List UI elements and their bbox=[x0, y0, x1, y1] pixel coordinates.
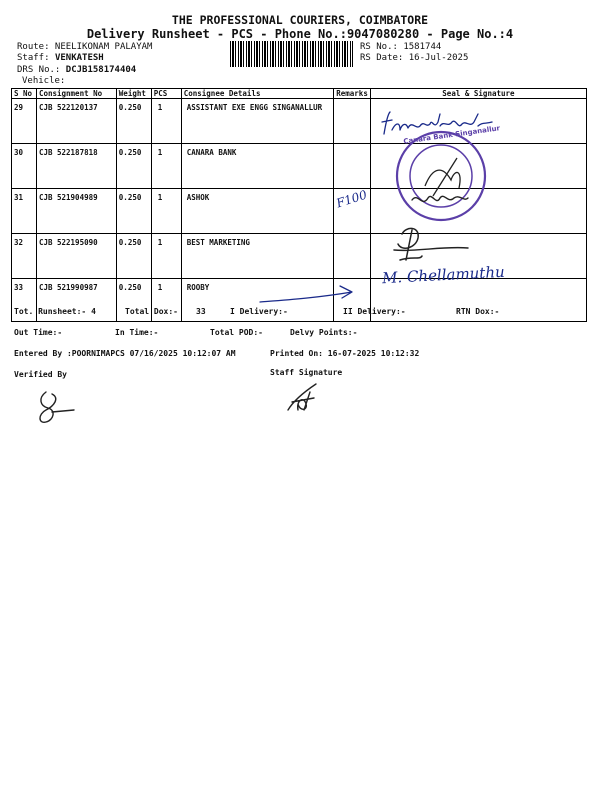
cell-weight: 0.250 bbox=[116, 189, 151, 234]
cell-pcs: 1 bbox=[151, 279, 181, 322]
col-sno: S No bbox=[12, 89, 37, 99]
signature-row33: M. Chellamuthu bbox=[381, 262, 506, 288]
cell-consignment: CJB 521904989 bbox=[36, 189, 116, 234]
total-pod: Total POD:- bbox=[210, 328, 263, 337]
cell-consignee: ASSISTANT EXE ENGG SINGANALLUR bbox=[181, 99, 334, 144]
cell-pcs: 1 bbox=[151, 189, 181, 234]
rs-number: RS No.: 1581744 bbox=[360, 42, 442, 52]
col-seal-signature: Seal & Signature bbox=[370, 89, 586, 99]
col-weight: Weight bbox=[116, 89, 151, 99]
col-pcs: PCS bbox=[151, 89, 181, 99]
verified-by: Verified By bbox=[14, 370, 67, 379]
cell-consignee: CANARA BANK bbox=[181, 144, 334, 189]
barcode bbox=[230, 41, 353, 67]
stamp-text: Canara Bank Singanallur bbox=[402, 124, 501, 146]
col-remarks: Remarks bbox=[334, 89, 371, 99]
cell-pcs: 1 bbox=[151, 144, 181, 189]
table-row bbox=[12, 144, 587, 189]
col-consignee: Consignee Details bbox=[181, 89, 334, 99]
signature-row31 bbox=[408, 188, 472, 210]
delivery-arrow-mark bbox=[256, 282, 360, 308]
staff-label: Staff: bbox=[17, 53, 50, 63]
cell-remarks bbox=[334, 144, 371, 189]
cell-sno: 32 bbox=[12, 234, 37, 279]
cell-weight: 0.250 bbox=[116, 144, 151, 189]
table-row bbox=[12, 99, 587, 144]
cell-weight: 0.250 bbox=[116, 99, 151, 144]
cell-consignment: CJB 522187818 bbox=[36, 144, 116, 189]
staff-value: VENKATESH bbox=[54, 53, 104, 63]
staff-signature-label: Staff Signature bbox=[270, 368, 343, 377]
cell-pcs: 1 bbox=[151, 99, 181, 144]
drs-value: DCJB158174404 bbox=[65, 65, 137, 75]
verified-by-signature bbox=[34, 388, 78, 426]
drs-row bbox=[17, 65, 136, 75]
cell-consignee: BEST MARKETING bbox=[181, 234, 334, 279]
entered-by: Entered By :POORNIMAPCS 07/16/2025 10:12:07 AM bbox=[14, 349, 236, 358]
document-title: THE PROFESSIONAL COURIERS, COIMBATORE bbox=[171, 13, 429, 27]
staff-row bbox=[17, 53, 104, 63]
document-subtitle: Delivery Runsheet - PCS - Phone No.:9047080280 - Page No.:4 bbox=[86, 27, 514, 41]
cell-consignment: CJB 521990987 bbox=[36, 279, 116, 322]
col-consignment: Consignment No bbox=[36, 89, 116, 99]
tot-runsheet: Tot. Runsheet:- 4 bbox=[14, 307, 96, 316]
cell-consignment: CJB 522120137 bbox=[36, 99, 116, 144]
cell-consignee: ASHOK bbox=[181, 189, 334, 234]
delvy-points: Delvy Points:- bbox=[290, 328, 358, 337]
cell-weight: 0.250 bbox=[116, 234, 151, 279]
cell-remarks bbox=[334, 234, 371, 279]
remark-handwriting: F100 bbox=[334, 187, 369, 211]
cell-remarks bbox=[334, 99, 371, 144]
printed-on: Printed On: 16-07-2025 10:12:32 bbox=[270, 349, 420, 358]
rs-date: RS Date: 16-Jul-2025 bbox=[360, 53, 469, 63]
out-time: Out Time:- bbox=[14, 328, 63, 337]
total-dox-value: 33 bbox=[196, 307, 206, 316]
i-delivery: I Delivery:- bbox=[230, 307, 288, 316]
staff-signature bbox=[282, 380, 328, 414]
total-dox-label: Total Dox:- bbox=[125, 307, 178, 316]
cell-sno: 29 bbox=[12, 99, 37, 144]
route-text: Route: NEELIKONAM PALAYAM bbox=[17, 42, 153, 52]
vehicle-label: Vehicle: bbox=[22, 76, 66, 86]
in-time: In Time:- bbox=[115, 328, 159, 337]
drs-label: DRS No.: bbox=[17, 65, 61, 75]
cell-consignee: ROOBY bbox=[181, 279, 334, 322]
cell-sno: 33 bbox=[12, 279, 37, 322]
rtn-dox: RTN Dox:- bbox=[456, 307, 500, 316]
cell-pcs: 1 bbox=[151, 234, 181, 279]
signature-row32 bbox=[372, 222, 502, 266]
cell-weight: 0.250 bbox=[116, 279, 151, 322]
cell-sno: 30 bbox=[12, 144, 37, 189]
cell-sno: 31 bbox=[12, 189, 37, 234]
table-header-row bbox=[12, 89, 587, 99]
cell-consignment: CJB 522195090 bbox=[36, 234, 116, 279]
ii-delivery: II Delivery:- bbox=[343, 307, 406, 316]
